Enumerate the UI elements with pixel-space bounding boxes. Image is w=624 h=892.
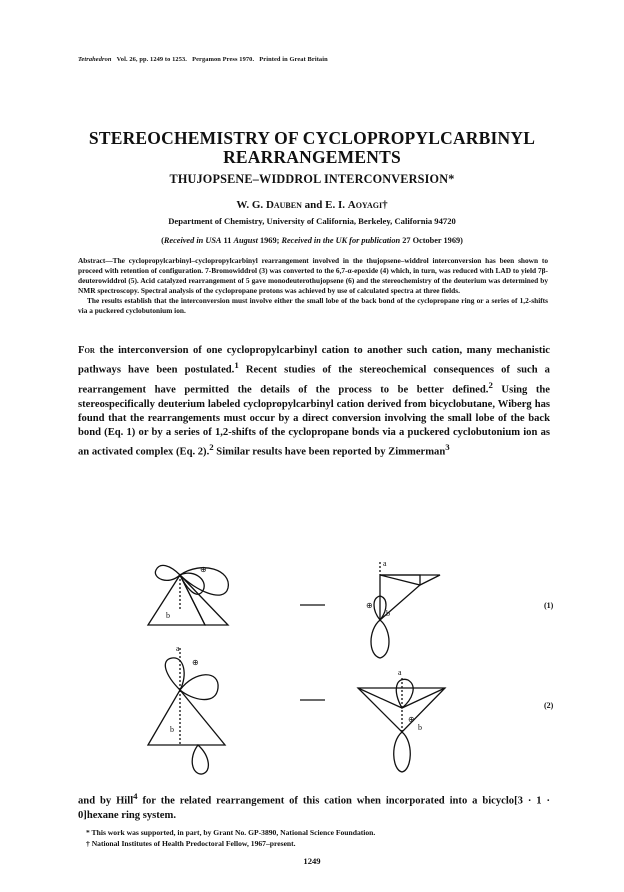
reaction-schemes: [140, 560, 570, 782]
ref-2: 2: [488, 379, 493, 390]
received-dates: [60, 236, 564, 245]
body-paragraph: [78, 344, 550, 460]
affiliation: Department of Chemistry, University of California, Berkeley, California 94720: [168, 216, 456, 226]
eq1-charge: ⊕: [200, 565, 207, 574]
author2-surname: Aoyagi: [347, 199, 383, 211]
scheme-drawing: [140, 560, 570, 782]
eq2-product: [358, 678, 445, 772]
ref-1: 1: [234, 360, 239, 371]
abstract-dash: —: [105, 256, 113, 265]
received-year-1: 1969;: [260, 236, 280, 245]
title-line-2: REARRANGEMENTS: [223, 147, 401, 167]
publisher: Pergamon Press 1970.: [192, 56, 255, 63]
eq2-product-label-b: b: [418, 723, 422, 732]
cont-text-b: for the related rearrangement of this cation when incorporated into a bicyclo[3 · 1 · 0]hexane ring system.: [78, 795, 550, 821]
eq2-number: (2): [544, 701, 554, 710]
author-line: [60, 199, 564, 211]
eq1-label-b: b: [166, 611, 170, 620]
received-open-paren: (: [161, 236, 164, 245]
eq2-reactant: [148, 648, 225, 774]
eq2-label-a: a: [176, 644, 180, 653]
journal-name: Tetrahedron: [78, 56, 112, 63]
citation: Vol. 26, pp. 1249 to 1253.: [116, 56, 188, 63]
eq2-label-b: b: [170, 725, 174, 734]
received-date-2: 27 October 1969): [402, 236, 463, 245]
footnote-1: * This work was supported, in part, by Grant No. GP-3890, National Science Foundation.: [86, 828, 376, 837]
eq1-product: [371, 562, 440, 658]
received-month-1: August: [233, 236, 258, 245]
body-text-b: Recent studies of the stereochemical consequences of such a rearrangement have permitted the details of the process to be better defined.: [78, 364, 550, 396]
body-text-a: the interconversion of one cyclopropylcarbinyl cation to another such cation, many mechanistic pathways have been postulated.: [78, 345, 550, 376]
article-subtitle: THUJOPSENE–WIDDROL INTERCONVERSION*: [169, 172, 455, 186]
received-label-usa: Received in USA: [163, 236, 222, 245]
received-day-1: 11: [223, 236, 232, 245]
author1-initials: W. G.: [236, 199, 264, 211]
ref-4: 4: [133, 791, 138, 801]
footnotes: [86, 828, 556, 849]
body-text-d: Similar results have been reported by Zimmerman: [213, 446, 446, 458]
title-line-1: STEREOCHEMISTRY OF CYCLOPROPYLCARBINYL: [88, 128, 536, 148]
cont-text-a: and by Hill: [78, 795, 134, 807]
article-title: [60, 129, 564, 167]
body-text-c: Using the stereospecifically deuterium labeled cyclopropylcarbinyl cation derived from bicyclobutane, Wiberg has found that the rearrangements must occur by a direct conversion involving the small lobe of the back bond (Eq. 1) or by a series of 1,2-shifts of the cyclopropane bonds via a puckered cyclobutonium ion as an activated complex (Eq. 2).: [78, 384, 551, 458]
author2-initials: E. I.: [325, 199, 346, 211]
ref-3: 3: [445, 442, 450, 453]
eq2-product-charge: ⊕: [408, 715, 415, 724]
received-label-uk: Received in the UK for publication: [281, 236, 401, 245]
author2-footnote-mark: †: [382, 199, 388, 211]
abstract-label: Abstract: [78, 256, 106, 265]
eq2-charge: ⊕: [192, 658, 199, 667]
abstract-text-2: The results establish that the interconversion must involve either the small lobe of the back bond of the cyclopropane ring or a series of 1,2-shifts via a puckered cyclobutonium ion.: [78, 295, 548, 315]
continuation-paragraph: [78, 789, 550, 823]
abstract-text-1: The cyclopropylcarbinyl–cyclopropylcarbinyl rearrangement involved in the thujopsene–widdrol interconversion has been shown to proceed with retention of configuration. 7-Bromowiddrol (3) was converted to the 6,7-α-epoxide (4) which, in turn, was reduced with LAD to yield 7β-deuterowiddrol (5). Acid catalyzed rearrangement of 5 gave monodeuterothujopsene (6) and the stereochemistry of the deuterium was determined by NMR spectroscopy. Spectral analysis of the cyclopropane protons was achieved by use of calculated spectra at three fields.: [78, 256, 548, 295]
running-header: [78, 56, 328, 63]
first-word: For: [78, 345, 95, 356]
author1-surname: Dauben: [265, 199, 302, 211]
footnote-2: † National Institutes of Health Predoctoral Fellow, 1967–present.: [86, 838, 296, 848]
abstract: [78, 256, 548, 315]
eq1-reactant: [148, 565, 228, 625]
eq1-product-label-a: a: [383, 560, 387, 568]
ref-2b: 2: [209, 442, 214, 453]
eq2-product-label-a: a: [398, 668, 402, 677]
eq1-number: (1): [544, 601, 554, 610]
eq1-product-label-b: b: [386, 609, 390, 618]
page-number: 1249: [303, 856, 321, 866]
author-and: and: [304, 199, 323, 211]
eq1-product-charge: ⊕: [366, 601, 373, 610]
printed-in: Printed in Great Britain: [259, 56, 328, 63]
